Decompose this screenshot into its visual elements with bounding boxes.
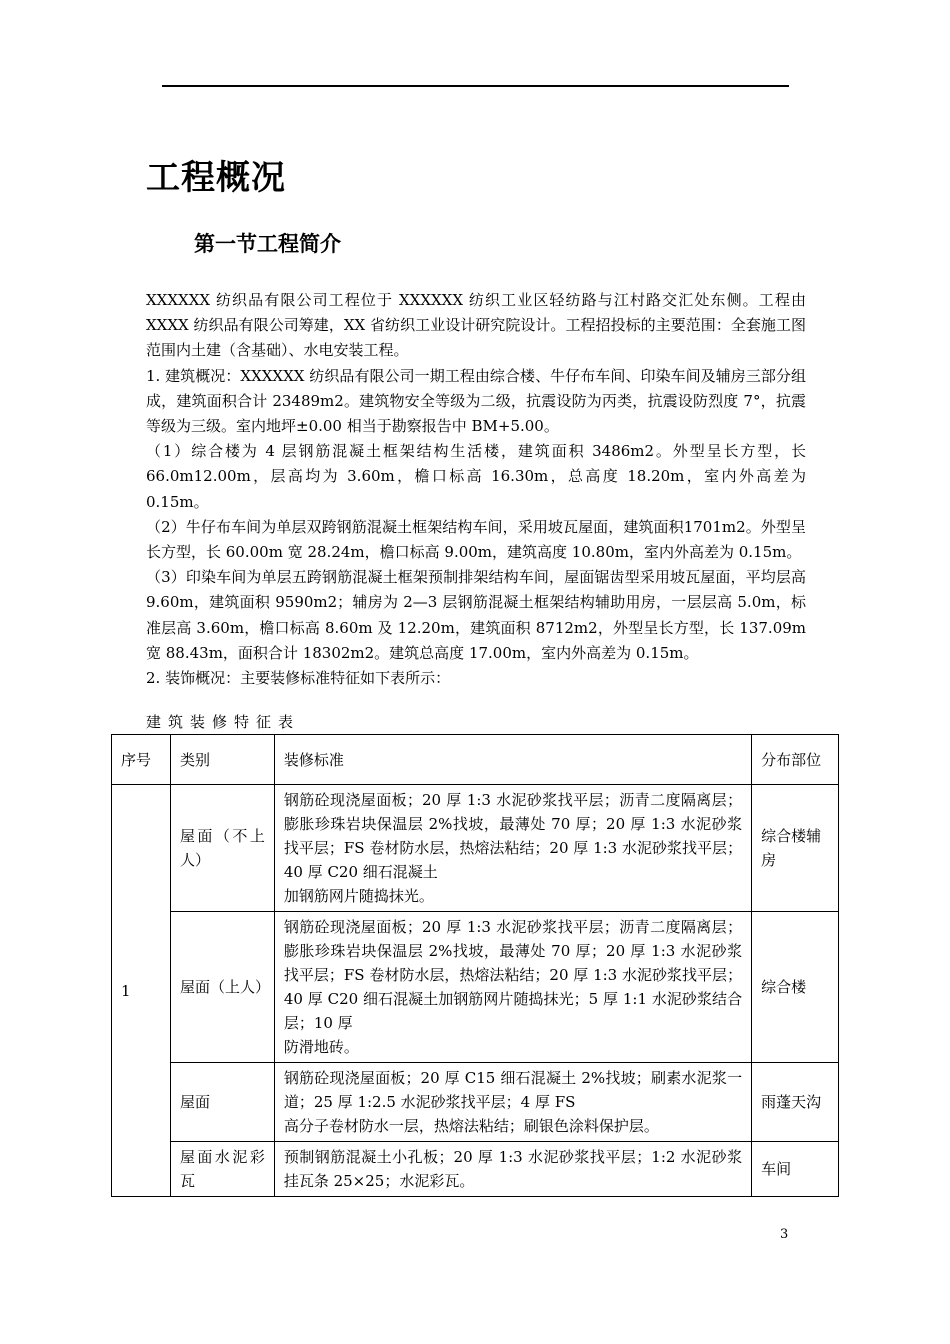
standard-cell xyxy=(274,1063,751,1142)
page-number: 3 xyxy=(780,1227,789,1242)
table-caption: 建筑装修特征表 xyxy=(146,713,301,731)
standard-cell xyxy=(274,912,751,1063)
paragraph: 2. 装饰概况：主要装修标准特征如下表所示： xyxy=(146,669,451,688)
standard-cell xyxy=(274,785,751,912)
standard-text: 钢筋砼现浇屋面板；20 厚 1:3 水泥砂浆找平层；沥青二度隔离层；膨胀珍珠岩块保温层 2%找坡，最薄处 70 厚；20 厚 1:3 水泥砂浆找平层；FS 卷材防水层，热熔法粘结；20 厚 1:3 水泥砂浆找平层；40 厚 C20 细石混凝土 xyxy=(283,791,743,881)
paragraph: （1）综合楼为 4 层钢筋混凝土框架结构生活楼，建筑面积 3486m2。外型呈长方型，长66.0m12.00m，层高均为 3.60m，檐口标高 16.30m，总高度 18.20m，室内外高差为 0.15m。 xyxy=(146,442,806,511)
paragraph: （3）印染车间为单层五跨钢筋混凝土框架预制排架结构车间，屋面锯齿型采用坡瓦屋面，平均层高 9.60m，建筑面积 9590m2；辅房为 2—3 层钢筋混凝土框架结构辅助用房，一层层高 5.0m，标准层高 3.60m，檐口标高 8.60m 及 12.20m，建筑面积 8712m2，外型呈长方型，长 137.09m 宽 88.43m，面积合计 18302m2。建筑总高度 17.00m，室内外高差为 0.15m。 xyxy=(146,568,806,662)
category-cell: 屋面 xyxy=(170,1063,274,1142)
header-cell: 类别 xyxy=(170,735,274,785)
table-row xyxy=(112,1142,839,1197)
standard-cell xyxy=(274,1142,751,1197)
standard-text: 钢筋砼现浇屋面板；20 厚 1:3 水泥砂浆找平层；沥青二度隔离层；膨胀珍珠岩块保温层 2%找坡，最薄处 70 厚；20 厚 1:3 水泥砂浆找平层；FS 卷材防水层，热熔法粘结；20 厚 1:3 水泥砂浆找平层；40 厚 C20 细石混凝土加钢筋网片随捣抹光；5 厚 1:1 水泥砂浆结合层；10 厚 xyxy=(283,918,743,1032)
paragraph: 1. 建筑概况：XXXXXX 纺织品有限公司一期工程由综合楼、牛仔布车间、印染车间及辅房三部分组成，建筑面积合计 23489m2。建筑物安全等级为二级，抗震设防为丙类，抗震设防烈度 7°，抗震等级为三级。室内地坪±0.00 相当于勘察报告中 BM+5.00。 xyxy=(146,366,806,436)
paragraph: （2）牛仔布车间为单层双跨钢筋混凝土框架结构车间，采用坡瓦屋面，建筑面积1701m2。外型呈长方型，长 60.00m 宽 28.24m，檐口标高 9.00m，建筑高度 10.80m，室内外高差为 0.15m。 xyxy=(146,517,806,562)
body-text xyxy=(146,288,806,691)
table-row xyxy=(112,912,839,1063)
location-cell: 车间 xyxy=(752,1142,839,1197)
header-rule xyxy=(162,85,789,87)
standard-text-tail: 高分子卷材防水一层，热熔法粘结；刷银色涂料保护层。 xyxy=(283,1117,659,1135)
location-cell: 综合楼辅房 xyxy=(752,785,839,912)
standard-text: 钢筋砼现浇屋面板；20 厚 C15 细石混凝土 2%找坡；刷素水泥浆一道；25 厚 1:2.5 水泥砂浆找平层；4 厚 FS xyxy=(283,1069,743,1111)
standard-text: 预制钢筋混凝土小孔板；20 厚 1:3 水泥砂浆找平层；1:2 水泥砂浆挂瓦条 25×25；水泥彩瓦。 xyxy=(283,1148,743,1190)
table-header-row xyxy=(112,735,839,785)
category-cell: 屋面（不上人） xyxy=(170,785,274,912)
page-title: 工程概况 xyxy=(146,158,286,198)
category-cell: 屋面水泥彩瓦 xyxy=(170,1142,274,1197)
header-cell: 序号 xyxy=(112,735,171,785)
paragraph: XXXXXX 纺织品有限公司工程位于 XXXXXX 纺织工业区轻纺路与江村路交汇处东侧。工程由 XXXX 纺织品有限公司筹建，XX 省纺织工业设计研究院设计。工程招投标的主要范围：全套施工图范围内土建（含基础）、水电安装工程。 xyxy=(146,291,806,360)
location-cell: 综合楼 xyxy=(752,912,839,1063)
table-row xyxy=(112,1063,839,1142)
category-cell: 屋面（上人） xyxy=(170,912,274,1063)
standard-text-tail: 加钢筋网片随捣抹光。 xyxy=(283,887,434,905)
decoration-table xyxy=(111,734,839,1197)
location-cell: 雨蓬天沟 xyxy=(752,1063,839,1142)
row-index-cell: 1 xyxy=(112,785,171,1197)
standard-text-tail: 防滑地砖。 xyxy=(283,1038,359,1056)
table-row xyxy=(112,785,839,912)
section-title: 第一节工程简介 xyxy=(194,232,341,256)
header-cell: 装修标准 xyxy=(274,735,751,785)
header-cell: 分布部位 xyxy=(752,735,839,785)
